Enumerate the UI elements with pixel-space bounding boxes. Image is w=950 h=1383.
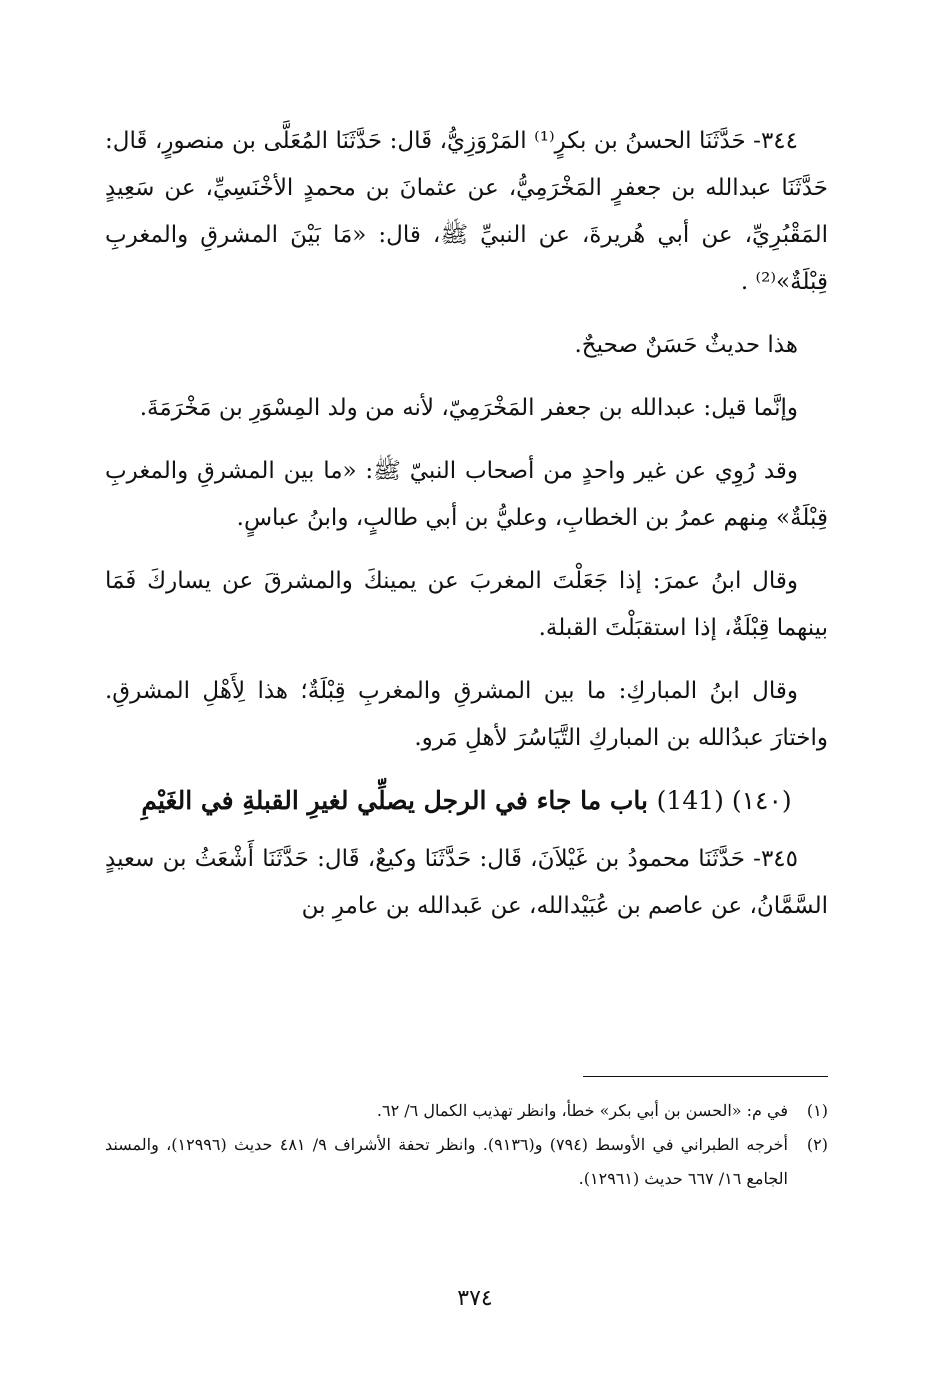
main-text xyxy=(105,118,828,946)
ibn-umar-note: وقال ابنُ عمرَ: إذا جَعَلْتَ المغربَ عن يمينكَ والمشرقَ عن يساركَ فَمَا بينهما قِبْلَةٌ، إذا استقبَلْتَ القبلة. xyxy=(105,568,828,641)
footnote-text: أخرجه الطبراني في الأوسط (٧٩٤) و(٩١٣٦). وانظر تحفة الأشراف ٩/ ٤٨١ حديث (١٢٩٩٦)، والمسند الجامع ١٦/ ٦٦٧ حديث (١٢٩٦١). xyxy=(105,1135,788,1188)
narrator-note: وإنَّما قيل: عبدالله بن جعفر المَخْرَمِيّ، لأنه من ولد المِسْوَرِ بن مَخْرَمَةَ. xyxy=(139,395,798,421)
footnote-1 xyxy=(105,1094,828,1128)
footnote-separator xyxy=(583,1076,828,1077)
hadith-344: ٣٤٤- حَدَّثَنَا الحسنُ بن بكرٍ⁽¹⁾ المَرْوَزِيُّ، قَال: حَدَّثَنَا المُعَلَّى بن منصورٍ، قَال: حَدَّثَنَا عبدالله بن جعفرٍ المَخْرَمِيُّ، عن عثمانَ بن محمدٍ الأخْنَسِيِّ، عن سَعِيدٍ المَقْبُرِيِّ، عن أبي هُريرةَ، عن النبيِّ ﷺ، قال: «مَا بَيْنَ المشرقِ والمغربِ قِبْلَةٌ»⁽²⁾ . xyxy=(105,128,828,295)
footnote-text: في م: «الحسن بن أبي بكر» خطأ، وانظر تهذيب الكمال ٦/ ٦٢. xyxy=(376,1101,788,1120)
footnote-2 xyxy=(105,1128,828,1196)
chapter-number: (١٤٠) (141) xyxy=(656,786,792,815)
chapter-heading xyxy=(105,776,828,826)
page-number: ٣٧٤ xyxy=(457,1286,493,1311)
grading-note: هذا حديثٌ حَسَنٌ صحيحٌ. xyxy=(574,332,798,358)
chapter-title: باب ما جاء في الرجل يصلِّي لغيرِ القبلةِ في الغَيْمِ xyxy=(141,786,648,815)
footnote-mark: (٢) xyxy=(806,1135,828,1154)
footnote-mark: (١) xyxy=(806,1101,828,1120)
companions-note: وقد رُوِي عن غير واحدٍ من أصحاب النبيّ ﷺ: «ما بين المشرقِ والمغربِ قِبْلَةٌ» مِنهم عمرُ بن الخطابِ، وعليُّ بن أبي طالبٍ، وابنُ عباسٍ. xyxy=(105,458,828,531)
ibn-mubarak-note: وقال ابنُ المباركِ: ما بين المشرقِ والمغربِ قِبْلَةٌ؛ هذا لِأَهْلِ المشرقِ. واختارَ عبدُالله بن المباركِ التَّيَاسُرَ لأهلِ مَرو. xyxy=(105,678,828,751)
hadith-345: ٣٤٥- حَدَّثَنَا محمودُ بن غَيْلاَنَ، قَال: حَدَّثَنَا وكيعٌ، قَال: حَدَّثَنَا أَشْعَثُ بن سعيدٍ السَّمَّانُ، عن عاصم بن عُبَيْدالله، عن عَبدالله بن عامرِ بن xyxy=(105,846,828,919)
footnotes xyxy=(105,1094,828,1196)
